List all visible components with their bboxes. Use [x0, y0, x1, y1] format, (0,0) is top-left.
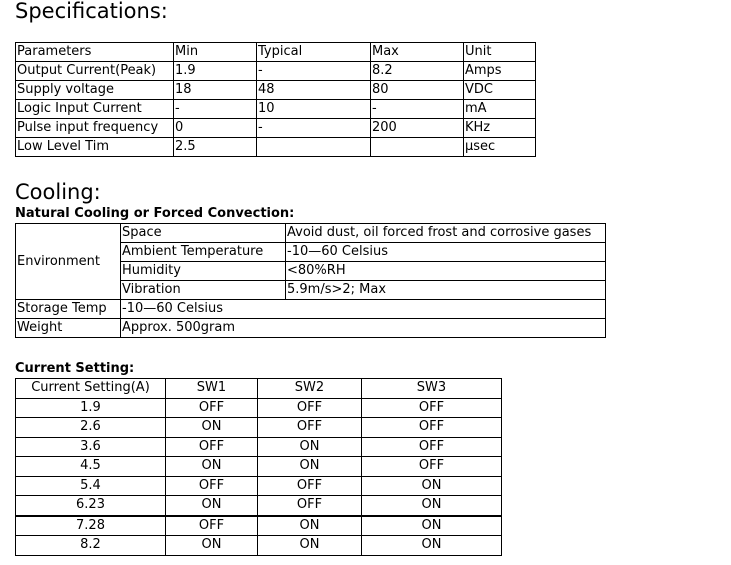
current-setting-table [15, 378, 502, 556]
table-cell: 200 [371, 119, 464, 138]
table-cell: ON [166, 496, 258, 516]
table-cell: 2.5 [174, 138, 257, 157]
table-cell: OFF [258, 398, 362, 418]
table-cell: Ambient Temperature [121, 243, 286, 262]
table-cell: μsec [464, 138, 536, 157]
table-cell: ON [362, 536, 502, 556]
table-cell: Humidity [121, 262, 286, 281]
table-cell: Space [121, 224, 286, 243]
specifications-table [15, 42, 536, 157]
cooling-heading: Cooling: [15, 180, 101, 204]
table-row [16, 418, 502, 438]
table-cell [257, 138, 371, 157]
table-cell: 1.9 [16, 398, 166, 418]
table-cell: -10—60 Celsius [286, 243, 606, 262]
table-cell: OFF [362, 437, 502, 457]
table-cell: VDC [464, 81, 536, 100]
table-cell: OFF [362, 457, 502, 477]
table-cell: 2.6 [16, 418, 166, 438]
table-cell: 1.9 [174, 62, 257, 81]
specifications-heading: Specifications: [15, 0, 168, 23]
table-cell: - [257, 62, 371, 81]
storage-temp-value: -10—60 Celsius [121, 300, 606, 319]
table-cell: ON [166, 457, 258, 477]
header-cell: Typical [257, 43, 371, 62]
table-row [16, 62, 536, 81]
table-cell: - [371, 100, 464, 119]
table-cell: 8.2 [371, 62, 464, 81]
environment-label: Environment [16, 224, 121, 300]
table-row [16, 457, 502, 477]
table-cell: Low Level Tim [16, 138, 174, 157]
table-cell: OFF [362, 418, 502, 438]
table-cell: 48 [257, 81, 371, 100]
table-row [16, 398, 502, 418]
header-cell: Unit [464, 43, 536, 62]
table-header-row [16, 379, 502, 399]
table-row [16, 476, 502, 496]
weight-value: Approx. 500gram [121, 319, 606, 338]
table-cell: Amps [464, 62, 536, 81]
table-cell: OFF [362, 398, 502, 418]
table-cell: 80 [371, 81, 464, 100]
storage-temp-label: Storage Temp [16, 300, 121, 319]
table-cell: 7.28 [16, 516, 166, 536]
table-cell: Pulse input frequency [16, 119, 174, 138]
table-cell: 18 [174, 81, 257, 100]
table-cell: 10 [257, 100, 371, 119]
table-cell: Output Current(Peak) [16, 62, 174, 81]
table-cell: Logic Input Current [16, 100, 174, 119]
table-cell: 4.5 [16, 457, 166, 477]
table-cell: Vibration [121, 281, 286, 300]
table-cell: ON [258, 457, 362, 477]
table-row [16, 319, 606, 338]
table-cell: Avoid dust, oil forced frost and corrosive gases [286, 224, 606, 243]
header-cell: Current Setting(A) [16, 379, 166, 399]
table-cell: ON [362, 496, 502, 516]
table-cell: OFF [258, 496, 362, 516]
header-cell: SW3 [362, 379, 502, 399]
table-cell: - [174, 100, 257, 119]
table-header-row [16, 43, 536, 62]
table-cell: Supply voltage [16, 81, 174, 100]
header-cell: SW1 [166, 379, 258, 399]
table-cell: 5.4 [16, 476, 166, 496]
table-cell: ON [166, 536, 258, 556]
table-cell: ON [258, 536, 362, 556]
table-cell: OFF [166, 437, 258, 457]
table-cell: mA [464, 100, 536, 119]
table-cell: 5.9m/s>2; Max [286, 281, 606, 300]
table-cell: OFF [166, 516, 258, 536]
table-cell: ON [362, 476, 502, 496]
header-cell: Parameters [16, 43, 174, 62]
table-row [16, 81, 536, 100]
table-row [16, 496, 502, 516]
cooling-table [15, 223, 606, 338]
current-setting-heading: Current Setting: [15, 361, 135, 376]
header-cell: Min [174, 43, 257, 62]
table-cell: <80%RH [286, 262, 606, 281]
table-cell: ON [362, 516, 502, 536]
table-cell: OFF [166, 476, 258, 496]
table-row [16, 516, 502, 536]
table-cell: ON [258, 437, 362, 457]
table-cell: KHz [464, 119, 536, 138]
table-row [16, 119, 536, 138]
table-row [16, 224, 606, 243]
table-row [16, 536, 502, 556]
header-cell: SW2 [258, 379, 362, 399]
table-cell: ON [258, 516, 362, 536]
table-cell: OFF [166, 398, 258, 418]
table-row [16, 437, 502, 457]
table-cell: ON [166, 418, 258, 438]
table-row [16, 100, 536, 119]
weight-label: Weight [16, 319, 121, 338]
table-row [16, 300, 606, 319]
table-cell: 6.23 [16, 496, 166, 516]
table-cell: 0 [174, 119, 257, 138]
header-cell: Max [371, 43, 464, 62]
table-row [16, 138, 536, 157]
table-cell: 8.2 [16, 536, 166, 556]
natural-cooling-subheading: Natural Cooling or Forced Convection: [15, 206, 295, 221]
table-cell [371, 138, 464, 157]
table-cell: 3.6 [16, 437, 166, 457]
table-cell: OFF [258, 476, 362, 496]
table-cell: OFF [258, 418, 362, 438]
table-cell: - [257, 119, 371, 138]
